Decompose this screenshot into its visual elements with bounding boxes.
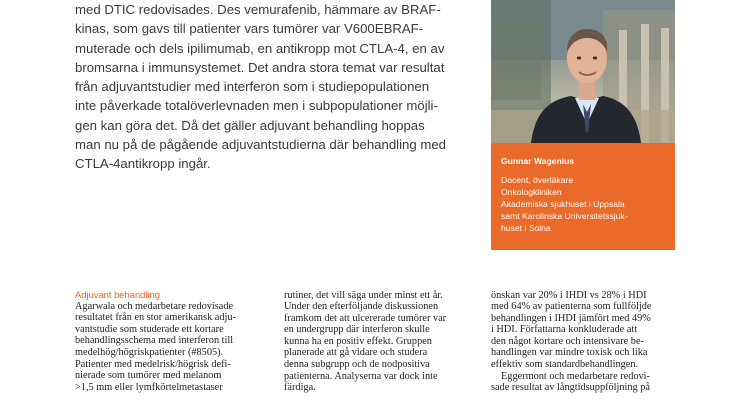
column-line: den något kortare och intensivare be-	[491, 335, 644, 347]
column-line: önskan var 20% i IHDI vs 28% i HDI	[491, 289, 647, 301]
column-line: patienterna. Analyserna var dock inte	[284, 370, 438, 382]
intro-paragraph	[75, 0, 475, 174]
author-affiliation-line: Docent, överläkare	[501, 175, 574, 185]
column-line: i HDI. Författarna konkluderade att	[491, 324, 638, 336]
column-line: >1,5 mm eller lymfkörtelmetastaser	[75, 381, 223, 393]
column-line: medelhög/högriskpatienter (#8505).	[75, 346, 224, 358]
column-line: planerade att gå vidare och studera	[284, 347, 428, 359]
column-line: Patienter med medelrisk/högrisk defi-	[75, 358, 231, 370]
intro-line: man nu på de pågående adjuvantstudierna där behandling med	[75, 137, 447, 153]
intro-line: bromsarna i immunsystemet. Det andra stora temat var resultat	[75, 59, 445, 75]
author-caption	[491, 143, 675, 250]
column-line: en undergrupp där interferon skulle	[284, 324, 430, 336]
column-2	[284, 290, 474, 394]
section-heading: Adjuvant behandling	[75, 289, 160, 300]
intro-line: inte påverkade totalöverlevnaden men i subpopulationer möjli-	[75, 98, 438, 114]
column-line: framkom det att ulcererade tumörer var	[284, 312, 447, 324]
intro-line: med DTIC redovisades. Des vemurafenib, hämmare av BRAF-	[75, 2, 441, 17]
intro-line: från adjuvantstudier med interferon som i studiepopulationen	[75, 79, 430, 95]
column-line: kunna ha en positiv effekt. Gruppen	[284, 335, 432, 347]
intro-line: muterade och dels ipilimumab, en antikropp mot CTLA-4, en av	[75, 40, 445, 56]
author-name: Gunnar Wagenius	[501, 156, 575, 166]
intro-line: kinas, som gavs till patienter vars tumörer var V600EBRAF-	[75, 21, 424, 37]
author-affiliation-line: huset i Solna	[501, 223, 551, 234]
intro-line: CTLA-4antikropp ingår.	[75, 156, 211, 172]
column-line: behandlingsschema med interferon till	[75, 335, 234, 347]
author-photo-illustration	[491, 0, 675, 143]
column-line: handlingen var mindre toxisk och lika	[491, 347, 648, 359]
column-line: Agarwala och medarbetare redovisade	[75, 300, 234, 312]
column-line: Under den efterföljande diskussionen	[284, 301, 439, 313]
author-affiliation	[501, 174, 628, 234]
column-line: sade resultat av långtidsuppföljning på	[491, 382, 650, 394]
author-photo	[491, 0, 675, 143]
column-line: nierade som tumörer med melanom	[75, 370, 222, 382]
column-line: behandlingen i IHDI jämfört med 49%	[491, 312, 651, 324]
column-line: denna subgrupp och de nodpositiva	[284, 359, 430, 371]
column-line: vantstudie som studerade ett kortare	[75, 323, 224, 335]
intro-line: gen kan göra det. Då det gäller adjuvant behandling hoppas	[75, 117, 425, 133]
author-affiliation-line: Akademiska sjukhuset i Uppsala	[501, 199, 625, 210]
author-affiliation-line: Onkologkliniken	[501, 187, 562, 198]
column-line: resultatet från en stor amerikansk adju-	[75, 312, 236, 324]
column-line: effektiv som standardbehandlingen.	[491, 359, 639, 371]
column-line: Eggermont och medarbetare redovi-	[501, 370, 650, 382]
column-line: med 64% av patienterna som fullföljde	[491, 301, 652, 313]
column-1	[75, 289, 265, 393]
column-3	[491, 290, 681, 394]
column-line: rutiner, det vill säga under minst ett år.	[284, 289, 443, 301]
column-line: färdiga.	[284, 382, 316, 394]
author-affiliation-line: samt Karolinska Universitetssjuk-	[501, 211, 628, 222]
